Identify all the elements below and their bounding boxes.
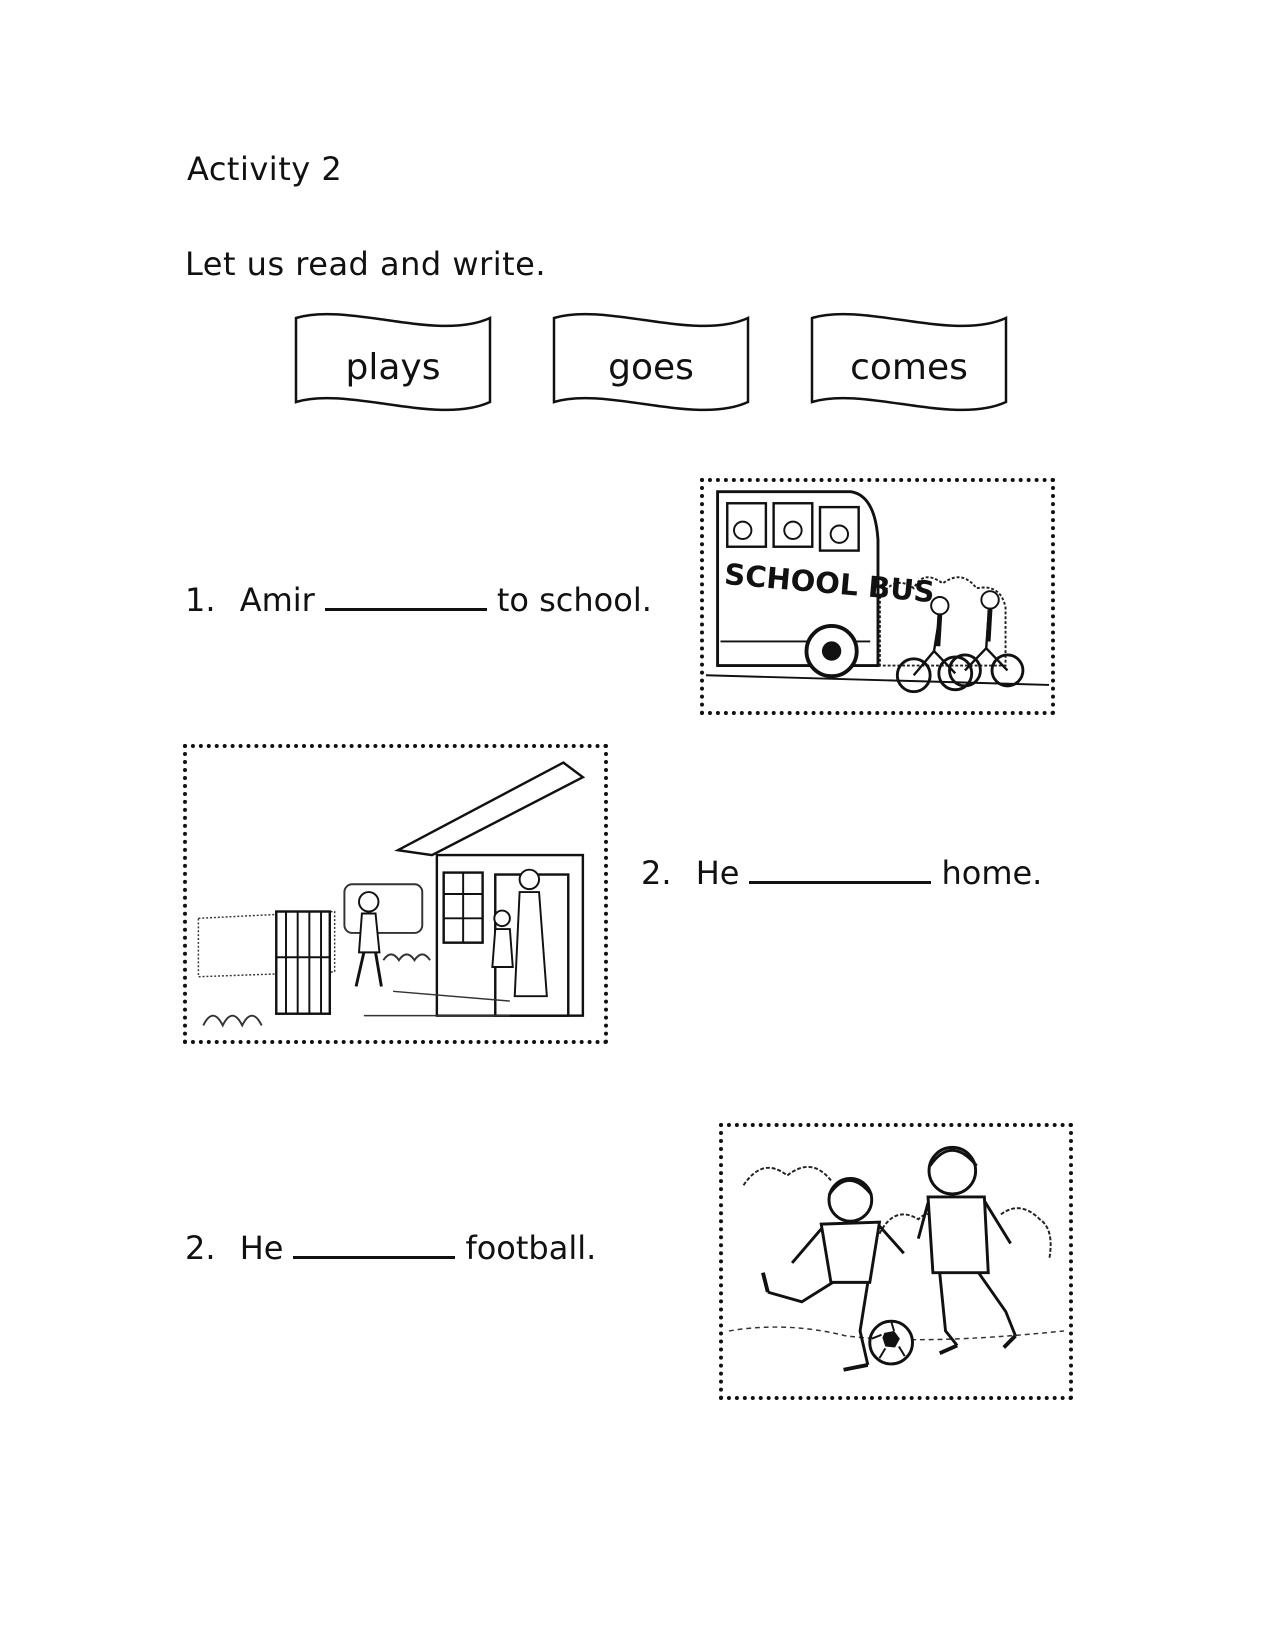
bus-sign-text: SCHOOL BUS: [723, 557, 937, 610]
instruction: Let us read and write.: [185, 245, 547, 283]
question-text-after: home.: [941, 854, 1043, 892]
house-illustration: [187, 748, 604, 1040]
word-card-comes: [809, 310, 1009, 430]
school-bus-picture: [700, 478, 1055, 715]
question-3: [185, 1228, 596, 1268]
question-text-before: Amir: [239, 581, 315, 619]
question-text-before: He: [695, 854, 740, 892]
football-picture: [719, 1123, 1073, 1400]
question-text-after: to school.: [496, 581, 652, 619]
activity-title: Activity 2: [187, 150, 343, 188]
question-text-after: football.: [465, 1229, 597, 1267]
question-1: [185, 580, 652, 620]
question-number: 1.: [185, 581, 216, 619]
answer-blank[interactable]: [749, 853, 931, 884]
word-card-plays: [293, 310, 493, 430]
word-bank-item: plays: [345, 347, 441, 388]
word-bank-item: goes: [608, 347, 694, 388]
question-number: 2.: [641, 854, 672, 892]
boys-playing-football-illustration: [723, 1127, 1069, 1396]
question-text-before: He: [239, 1229, 284, 1267]
question-number: 2.: [185, 1229, 216, 1267]
going-home-picture: [183, 744, 608, 1044]
answer-blank[interactable]: [325, 580, 487, 611]
question-2: [641, 853, 1042, 893]
answer-blank[interactable]: [293, 1228, 455, 1259]
word-bank-item: comes: [850, 347, 968, 388]
word-card-goes: [551, 310, 751, 430]
